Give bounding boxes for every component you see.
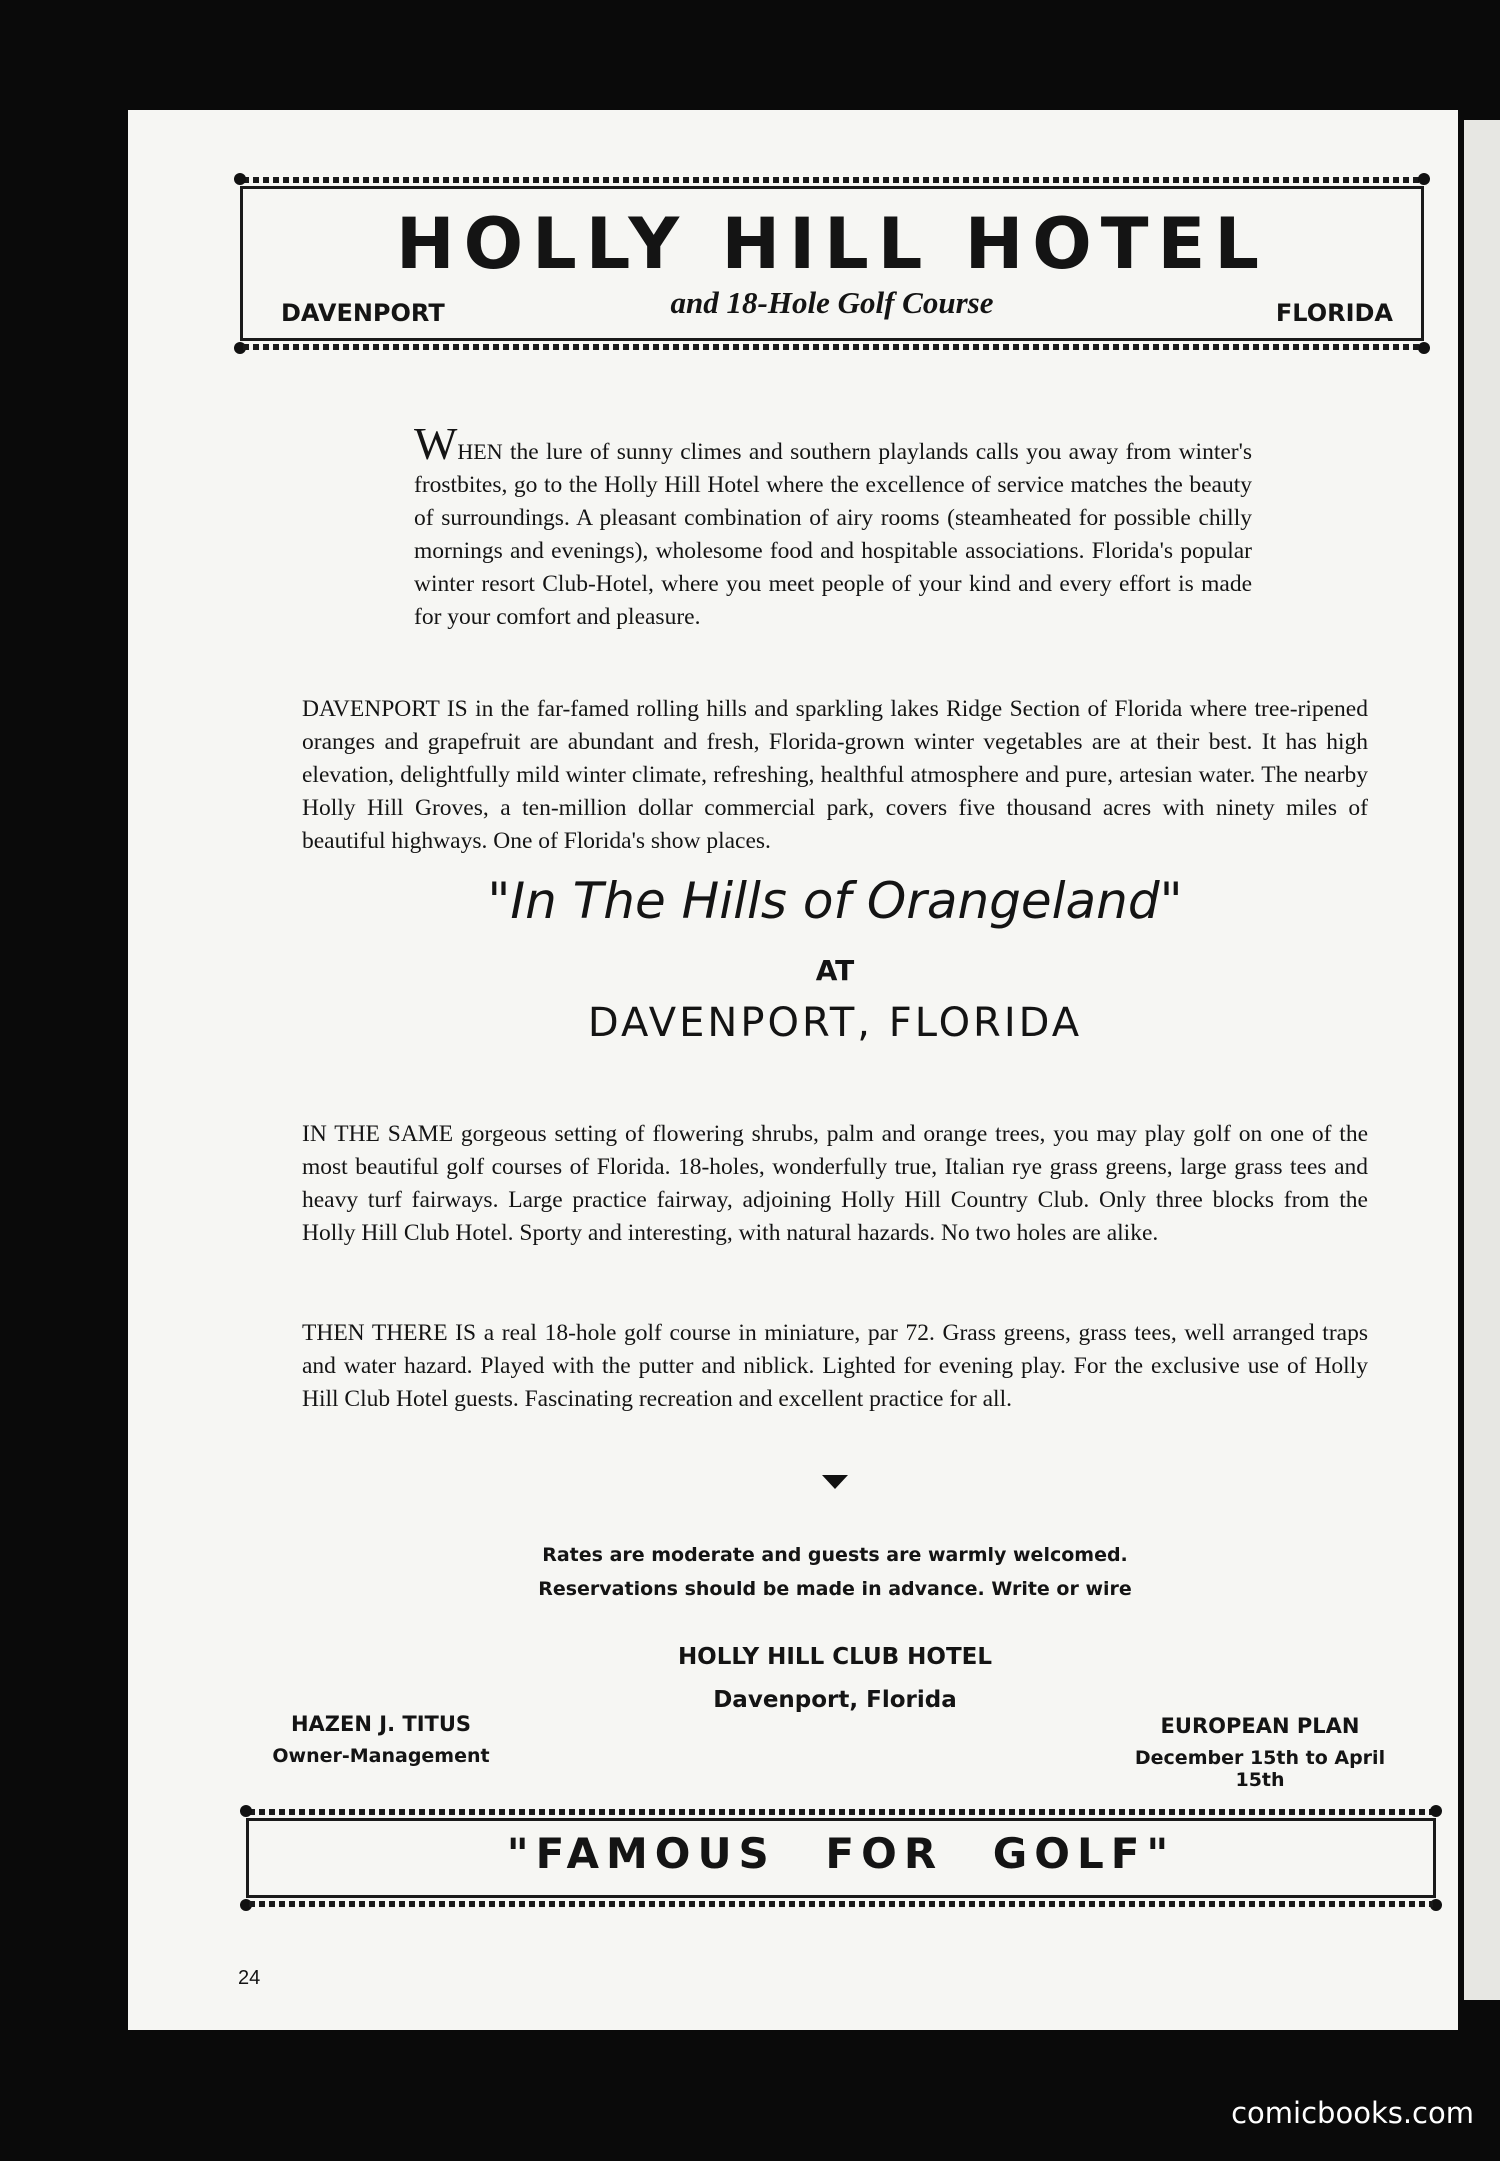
club-hotel-name: HOLLY HILL CLUB HOTEL [677,1644,993,1670]
golf-text: gorgeous setting of flowering shrubs, palm and orange trees, you may play golf on one of the most beautiful golf courses of Florida. 18-holes, wonderfully true, Italian rye grass greens, large grass tees and heavy turf fairways. Large practice fairway, adjoining Holly Hill Country Club. Only three blocks from the Holly Hill Club Hotel. Sporty and interesting, with natural hazards. No two holes are alike. [302,1121,1368,1246]
intro-paragraph [414,418,1252,634]
corner-ornament [234,173,246,185]
header-location-right: FLORIDA [1275,299,1393,327]
owner-role: Owner-Management [272,1745,490,1767]
hotel-header-box [240,186,1424,341]
corner-ornament [1430,1805,1442,1817]
site-watermark: comicbooks.com [1231,2096,1474,2130]
season-dates: December 15th to April 15th [1134,1747,1386,1791]
plan-name: EUROPEAN PLAN [1160,1714,1360,1738]
corner-ornament [1418,173,1430,185]
club-hotel-city: Davenport, Florida [713,1687,957,1713]
header-location-left: DAVENPORT [281,299,445,327]
corner-ornament [240,1899,252,1911]
corner-ornament [234,342,246,354]
magazine-page [128,110,1458,2030]
page-number: 24 [238,1967,261,1989]
miniature-golf-paragraph [302,1317,1368,1416]
rates-line-2: Reservations should be made in advance. Write or wire [538,1578,1132,1600]
famous-for-golf-box [246,1818,1436,1898]
header-subtitle: and 18-Hole Golf Course [670,285,994,320]
davenport-lead: DAVENPORT IS [302,696,468,722]
hotel-title: HOLLY HILL HOTEL [396,203,1268,285]
corner-ornament [240,1805,252,1817]
golf-paragraph [302,1118,1368,1250]
davenport-paragraph [302,693,1368,858]
owner-name: HAZEN J. TITUS [290,1712,472,1736]
miniature-lead: THEN THERE IS [302,1320,477,1346]
slogan: "In The Hills of Orangeland" [487,872,1183,930]
golf-lead: IN THE SAME [302,1121,454,1147]
rates-line-1: Rates are moderate and guests are warmly welcomed. [542,1544,1128,1566]
footer-slogan: "FAMOUS FOR GOLF" [506,1829,1176,1878]
at-label: AT [815,954,855,987]
intro-text: the lure of sunny climes and southern playlands calls you away from winter's frostbites, go to the Holly Hill Hotel where the excellence of service matches the beauty of surroundings. A pleasant combination of airy rooms (steamheated for possible chilly mornings and evenings), wholesome food and hospitable associations. Florida's popular winter resort Club-Hotel, where you meet people of your kind and every effort is made for your comfort and pleasure. [414,439,1252,630]
corner-ornament [1418,342,1430,354]
miniature-text: a real 18-hole golf course in miniature, par 72. Grass greens, grass tees, well arranged traps and water hazard. Played with the putter and niblick. Lighted for evening play. For the exclusive use of Holly Hill Club Hotel guests. Fascinating recreation and excellent practice for all. [302,1320,1368,1412]
drop-cap: W [414,418,458,469]
corner-ornament [1430,1899,1442,1911]
intro-capword: HEN [457,439,503,464]
davenport-text: in the far-famed rolling hills and sparkling lakes Ridge Section of Florida where tree-ripened oranges and grapefruit are abundant and fresh, Florida-grown winter vegetables are at their best. It has high elevation, delightfully mild winter climate, refreshing, healthful atmosphere and pure, artesian water. The nearby Holly Hill Groves, a ten-million dollar commercial park, covers five thousand acres with ninety miles of beautiful highways. One of Florida's show places. [302,696,1368,854]
adjacent-page-edge [1464,120,1500,2000]
place-heading: DAVENPORT, FLORIDA [587,1000,1083,1046]
rates-notice [300,1538,1370,1606]
down-triangle-icon [822,1475,848,1489]
